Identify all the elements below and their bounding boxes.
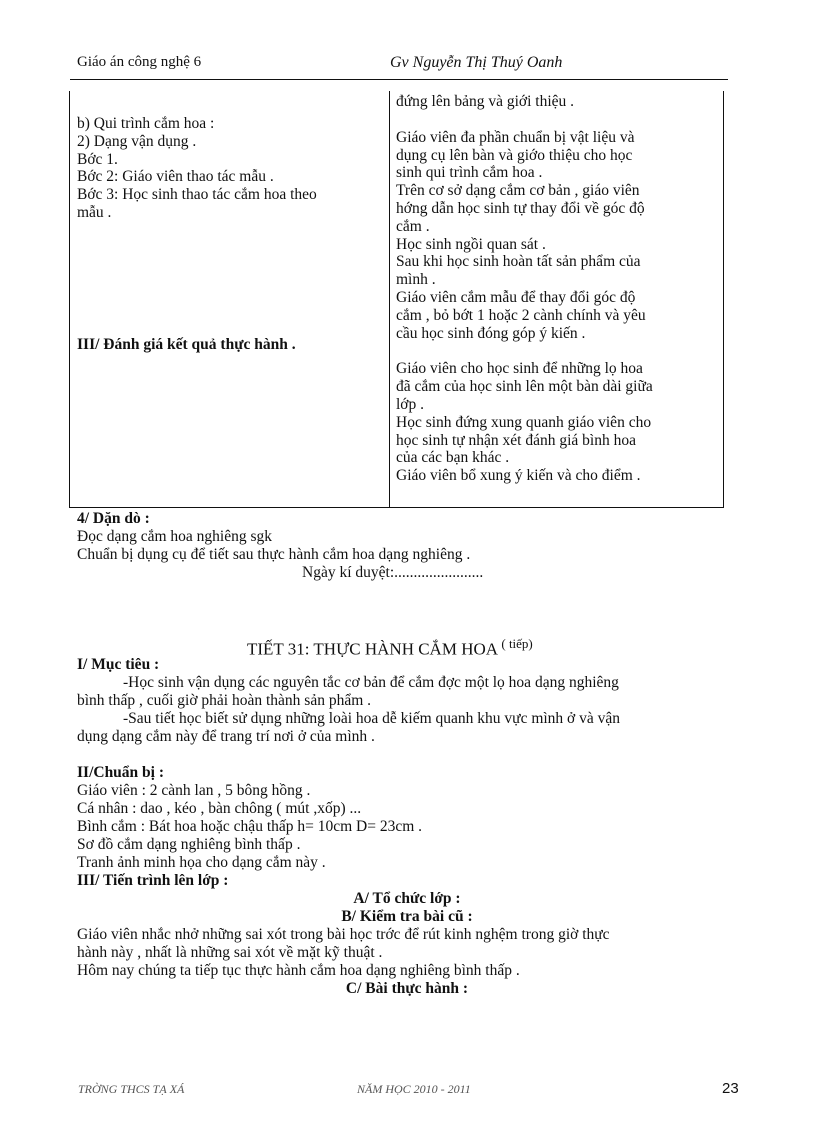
- table-right-column: [396, 93, 721, 485]
- muc-tieu-section: [77, 656, 737, 746]
- table-right-line: Sau khi học sinh hoàn tất sản phẩm của: [396, 253, 641, 271]
- header-left: Giáo án công nghệ 6: [77, 54, 202, 70]
- table-right-line: lớp .: [396, 395, 425, 413]
- table-left-line: b) Qui trình cắm hoa :: [77, 115, 215, 132]
- table-right-line: Học sinh ngồi quan sát .: [396, 235, 546, 253]
- dan-do-section: [77, 510, 737, 582]
- dan-do-heading: 4/ Dặn dò :: [77, 510, 150, 527]
- lesson-title-suffix: ( tiếp): [501, 636, 533, 651]
- page-number: 23: [722, 1080, 739, 1097]
- footer-school-year: NĂM HỌC 2010 - 2011: [357, 1082, 471, 1096]
- table-right-line: mình .: [396, 271, 436, 289]
- muc-tieu-line: dụng dạng cắm này để trang trí nơi ở của mình .: [77, 728, 375, 745]
- table-right-line: cầu học sinh đóng góp ý kiến .: [396, 324, 586, 342]
- table-right-line: cắm .: [396, 217, 430, 235]
- table-left-line: Bớc 3: Học sinh thao tác cắm hoa theo: [77, 186, 317, 204]
- table-right-line: Giáo viên cho học sinh để những lọ hoa: [396, 360, 643, 378]
- bai-thuc-hanh-heading: C/ Bài thực hành :: [345, 980, 469, 997]
- table-right-line: đã cắm của học sinh lên một bàn dài giữa: [396, 378, 653, 396]
- tien-trinh-heading: III/ Tiến trình lên lớp :: [77, 872, 229, 889]
- muc-tieu-line: -Học sinh vận dụng các nguyên tắc cơ bản để cắm đợc một lọ hoa dạng nghiêng: [123, 674, 619, 691]
- table-right-line: đứng lên bảng và giới thiệu .: [396, 93, 575, 110]
- table-right-line: Trên cơ sở dạng cắm cơ bản , giáo viên: [396, 182, 640, 200]
- chuan-bi-section: [77, 764, 737, 890]
- dan-do-line: Đọc dạng cắm hoa nghiêng sgk: [77, 528, 272, 545]
- tien-trinh-line: hành này , nhất là những sai xót về mặt kỹ thuật .: [77, 944, 383, 961]
- chuan-bi-line: Cá nhân : dao , kéo , bàn chông ( mút ,xốp) ...: [77, 800, 362, 817]
- table-right-line: hớng dẫn học sinh tự thay đổi về góc độ: [396, 199, 645, 217]
- table-column-divider: [389, 91, 390, 507]
- to-chuc-lop-heading: A/ Tổ chức lớp :: [353, 890, 461, 907]
- lesson-title-text: TIẾT 31: THỰC HÀNH CẮM HOA: [247, 639, 498, 659]
- tien-trinh-line: Giáo viên nhắc nhở những sai xót trong bài học trớc để rút kinh nghệm trong giờ thực: [77, 926, 610, 943]
- table-right-line: Giáo viên đa phần chuẩn bị vật liệu và: [396, 128, 635, 146]
- table-right-line: Học sinh đứng xung quanh giáo viên cho: [396, 413, 652, 431]
- muc-tieu-line: bình thấp , cuối giờ phải hoàn thành sản phẩm .: [77, 692, 372, 709]
- section-heading-danh-gia: III/ Đánh giá kết quả thực hành .: [77, 335, 296, 353]
- table-right-line: của các bạn khác .: [396, 449, 510, 467]
- header-right: Gv Nguyễn Thị Thuý Oanh: [390, 54, 563, 71]
- chuan-bi-line: Giáo viên : 2 cành lan , 5 bông hồng .: [77, 782, 311, 799]
- muc-tieu-heading: I/ Mục tiêu :: [77, 656, 160, 673]
- table-left-line: Bớc 1.: [77, 150, 118, 168]
- chuan-bi-heading: II/Chuẩn bị :: [77, 764, 165, 781]
- lesson-table: [69, 91, 724, 508]
- muc-tieu-line: -Sau tiết học biết sử dụng những loài hoa dễ kiếm quanh khu vực mình ở và vận: [123, 710, 621, 727]
- table-left-line: mẫu .: [77, 203, 112, 221]
- table-left-column: [77, 115, 382, 354]
- dan-do-line: Chuẩn bị dụng cụ để tiết sau thực hành cắm hoa dạng nghiêng .: [77, 546, 471, 563]
- table-right-line: sinh qui trình cắm hoa .: [396, 164, 543, 182]
- tien-trinh-section: [77, 890, 737, 998]
- tien-trinh-line: Hôm nay chúng ta tiếp tục thực hành cắm hoa dạng nghiêng bình thấp .: [77, 962, 520, 979]
- chuan-bi-line: Tranh ảnh minh họa cho dạng cắm này .: [77, 854, 326, 871]
- footer-school: TRỜNG THCS TẠ XÁ: [78, 1082, 185, 1096]
- table-left-line: Bớc 2: Giáo viên thao tác mẫu .: [77, 168, 274, 186]
- table-right-line: học sinh tự nhận xét đánh giá bình hoa: [396, 431, 636, 449]
- chuan-bi-line: Sơ đồ cắm dạng nghiêng bình thấp .: [77, 836, 301, 853]
- table-right-line: dụng cụ lên bàn và giớo thiệu cho học: [396, 146, 633, 164]
- table-left-line: 2) Dạng vận dụng .: [77, 132, 197, 150]
- table-right-line: Giáo viên cắm mẫu để thay đổi góc độ: [396, 288, 636, 306]
- header-divider: [70, 79, 728, 80]
- chuan-bi-line: Bình cắm : Bát hoa hoặc chậu thấp h= 10cm D= 23cm .: [77, 818, 423, 835]
- kiem-tra-bai-cu-heading: B/ Kiểm tra bài cũ :: [341, 908, 473, 925]
- table-right-line: cắm , bỏ bớt 1 hoặc 2 cành chính và yêu: [396, 306, 646, 324]
- table-right-line: Giáo viên bổ xung ý kiến và cho điểm .: [396, 467, 641, 485]
- approval-date: Ngày kí duyệt:.......................: [302, 564, 484, 581]
